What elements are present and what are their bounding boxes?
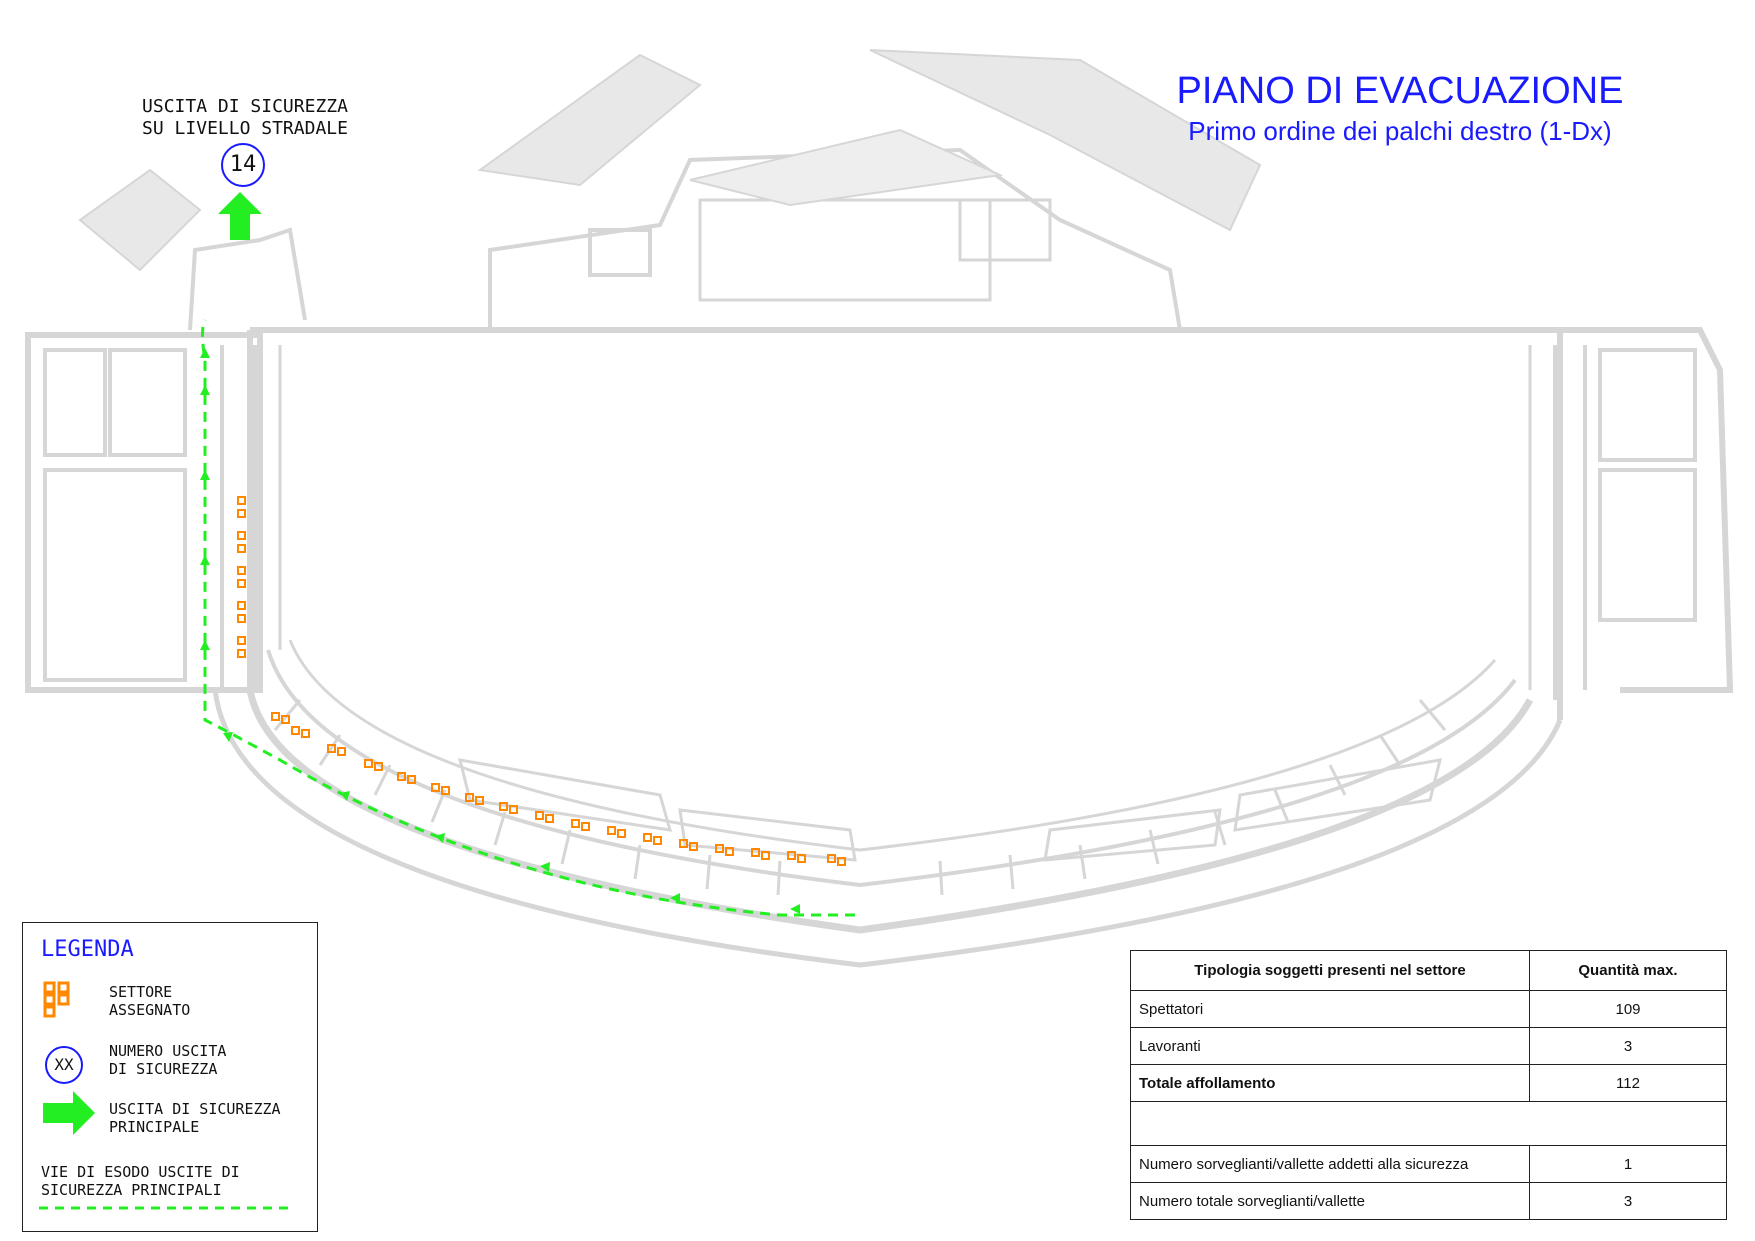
circle-number-icon: XX (45, 1046, 83, 1084)
main-exit-arrow-icon (218, 192, 262, 240)
table-row-blank (1131, 1102, 1727, 1146)
table-row-total: Totale affollamento 112 (1131, 1065, 1727, 1102)
table-header-quantity: Quantità max. (1530, 951, 1727, 991)
legend-item-sector: SETTORE ASSEGNATO (109, 983, 191, 1019)
table-row: Numero totale sorveglianti/vallette 3 (1131, 1183, 1727, 1220)
table-row: Numero sorveglianti/vallette addetti alla sicurezza 1 (1131, 1146, 1727, 1183)
exit-caption-line1: USCITA DI SICUREZZA (142, 96, 348, 117)
legend-item-main-exit: USCITA DI SICUREZZA PRINCIPALE (109, 1100, 281, 1136)
exit-caption (100, 96, 390, 140)
orange-seats-icon (45, 983, 68, 1016)
green-arrow-icon (43, 1091, 95, 1135)
table-header-row (1131, 951, 1727, 991)
table-row: Spettatori 109 (1131, 991, 1727, 1028)
escape-route-path (203, 320, 856, 915)
legend-title: LEGENDA (41, 937, 134, 962)
building-walls (28, 150, 1730, 965)
exit-number-badge: 14 (221, 143, 265, 187)
legend-item-exit-number: NUMERO USCITA DI SICUREZZA (109, 1042, 227, 1078)
legend-box (22, 922, 318, 1232)
table-header-type: Tipologia soggetti presenti nel settore (1131, 951, 1530, 991)
exit-caption-line2: SU LIVELLO STRADALE (142, 118, 348, 139)
table-row: Lavoranti 3 (1131, 1028, 1727, 1065)
page-title: PIANO DI EVACUAZIONE (1176, 70, 1624, 112)
occupancy-table (1130, 950, 1727, 1220)
page-subtitle: Primo ordine dei palchi destro (1-Dx) (1188, 116, 1612, 146)
legend-item-escape-route: VIE DI ESODO USCITE DI SICUREZZA PRINCIPALI (41, 1163, 240, 1199)
